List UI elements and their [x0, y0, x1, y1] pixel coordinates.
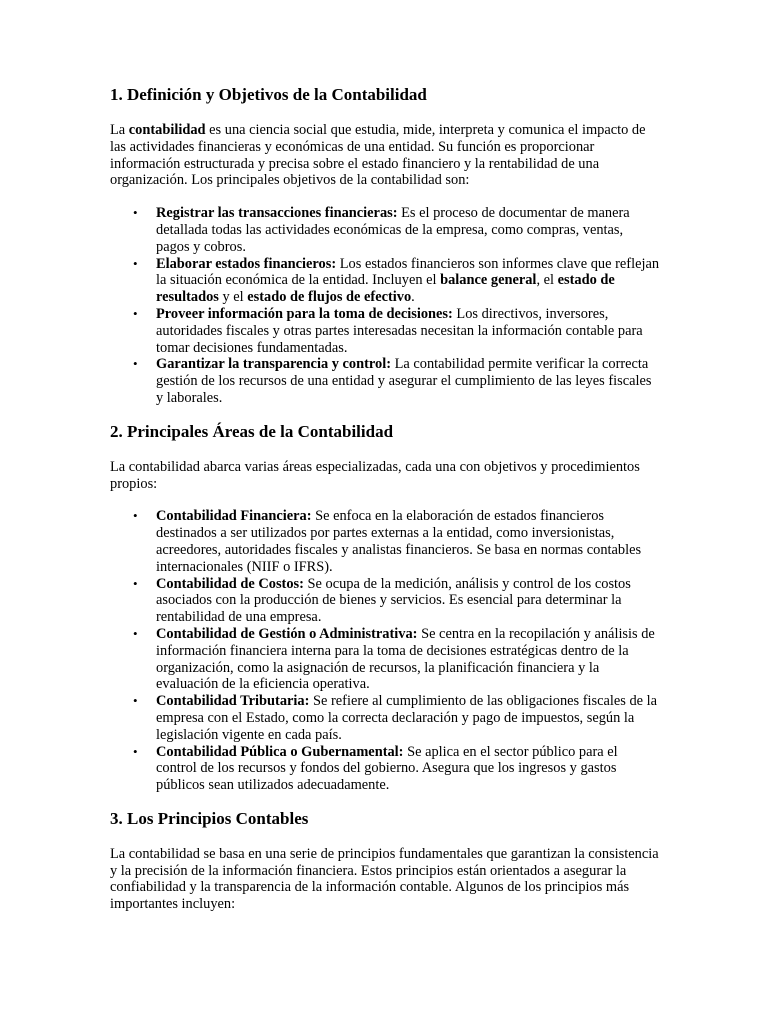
text-run: es una ciencia social que estudia, mide, interpreta y comunica el impacto de las actividades financieras y económicas de una entidad. Su función es proporcionar información estructurada y precisa sobre el estado financiero y la rentabilidad de una organización. Los principales objetivos de la contabilidad son:: [110, 122, 646, 189]
list-item-text: [156, 256, 659, 306]
bullet-icon: •: [133, 205, 138, 221]
list-item-text: [156, 744, 618, 794]
bullet-icon: •: [133, 255, 138, 271]
text-run: La contabilidad se basa en una serie de principios fundamentales que garantizan la consistencia y la precisión de la información financiera. Estos principios están orientados a asegurar la confiabilidad y la transparencia de la información contable. Algunos de los principios más importantes incluyen:: [110, 845, 659, 913]
bullet-icon: •: [133, 356, 138, 372]
text-run: Se ocupa de la medición, análisis y control de los costos asociados con la producción de bienes y servicios. Es esencial para determinar la rentabilidad de una empresa.: [156, 575, 631, 626]
list-item: [110, 693, 660, 743]
list-item: [110, 744, 660, 794]
text-run: y el: [218, 289, 248, 306]
list-item-text: [156, 205, 630, 255]
text-run: La contabilidad permite verificar la correcta gestión de los recursos de una entidad y asegurar el cumplimiento de las leyes fiscales y laborales.: [156, 356, 652, 406]
list-item: [110, 306, 660, 356]
bold-text: Contabilidad Tributaria:: [156, 693, 310, 710]
list-item: [110, 626, 660, 693]
bullet-list: [110, 508, 660, 794]
text-run: .: [411, 289, 415, 306]
bold-text: Contabilidad Financiera:: [156, 508, 312, 525]
bold-text: Proveer información para la toma de decisiones:: [156, 305, 453, 322]
text-run: Se centra en la recopilación y análisis de información financiera interna para la toma de decisiones estratégicas dentro de la organización, como la asignación de recursos, la planificación financiera y la evaluación de la eficiencia operativa.: [156, 625, 655, 693]
section-intro: [110, 459, 660, 493]
bullet-list: [110, 205, 660, 407]
text-run: Los estados financieros son informes clave que reflejan la situación económica de la entidad. Incluyen el: [156, 255, 660, 289]
text-run: Se aplica en el sector público para el control de los recursos y fondos del gobierno. Asegura que los ingresos y gastos públicos sean utilizados adecuadamente.: [156, 743, 618, 794]
bullet-icon: •: [133, 625, 138, 641]
section-heading: 3. Los Principios Contables: [110, 808, 309, 828]
bullet-icon: •: [133, 575, 138, 591]
bold-text: Contabilidad de Costos:: [156, 575, 304, 592]
section-heading: 2. Principales Áreas de la Contabilidad: [110, 421, 394, 441]
list-item-text: [156, 508, 641, 574]
section-heading: 1. Definición y Objetivos de la Contabilidad: [110, 85, 427, 104]
bullet-icon: •: [133, 305, 138, 321]
bullet-icon: •: [133, 508, 138, 524]
bullet-icon: •: [133, 693, 138, 709]
bold-text: Registrar las transacciones financieras:: [156, 205, 398, 222]
list-item-text: [156, 356, 652, 406]
bold-text: Elaborar estados financieros:: [156, 255, 337, 272]
text-run: La: [110, 122, 129, 138]
bold-text: Contabilidad de Gestión o Administrativa:: [156, 625, 418, 642]
list-item-text: [156, 576, 631, 626]
list-item-text: [156, 306, 643, 356]
list-item: [110, 576, 660, 626]
section-intro: [110, 122, 660, 189]
list-item-text: [156, 693, 657, 743]
text-run: Se enfoca en la elaboración de estados financieros destinados a ser utilizados por partes externas a la entidad, como inversionistas, acreedores, autoridades fiscales y analistas financieros. Se basa en normas contables internacionales (NIIF o IFRS).: [156, 508, 642, 575]
list-item: [110, 356, 660, 406]
text-run: Se refiere al cumplimiento de las obligaciones fiscales de la empresa con el Estado, como la correcta declaración y pago de impuestos, según la legislación vigente en cada país.: [156, 693, 658, 743]
bold-text: Garantizar la transparencia y control:: [156, 356, 392, 373]
section-intro: [110, 846, 660, 913]
list-item-text: [156, 626, 655, 692]
bullet-icon: •: [133, 743, 138, 759]
text-run: La contabilidad abarca varias áreas especializadas, cada una con objetivos y procedimientos propios:: [110, 458, 640, 492]
bold-text: estado de resultados: [156, 272, 615, 306]
bold-text: estado de flujos de efectivo: [247, 289, 412, 306]
text-run: , el: [536, 272, 558, 289]
bold-text: balance general: [440, 272, 537, 289]
bold-text: Contabilidad Pública o Gubernamental:: [156, 743, 404, 760]
text-run: Los directivos, inversores, autoridades fiscales y otras partes interesadas necesitan la información contable para tomar decisiones fundamentadas.: [156, 305, 643, 356]
bold-text: contabilidad: [128, 122, 206, 138]
list-item: [110, 205, 660, 255]
document-page: [110, 84, 660, 913]
list-item: [110, 256, 660, 306]
text-run: Es el proceso de documentar de manera detallada todas las actividades económicas de la empresa, como compras, ventas, pagos y cobros.: [156, 205, 630, 255]
list-item: [110, 508, 660, 575]
